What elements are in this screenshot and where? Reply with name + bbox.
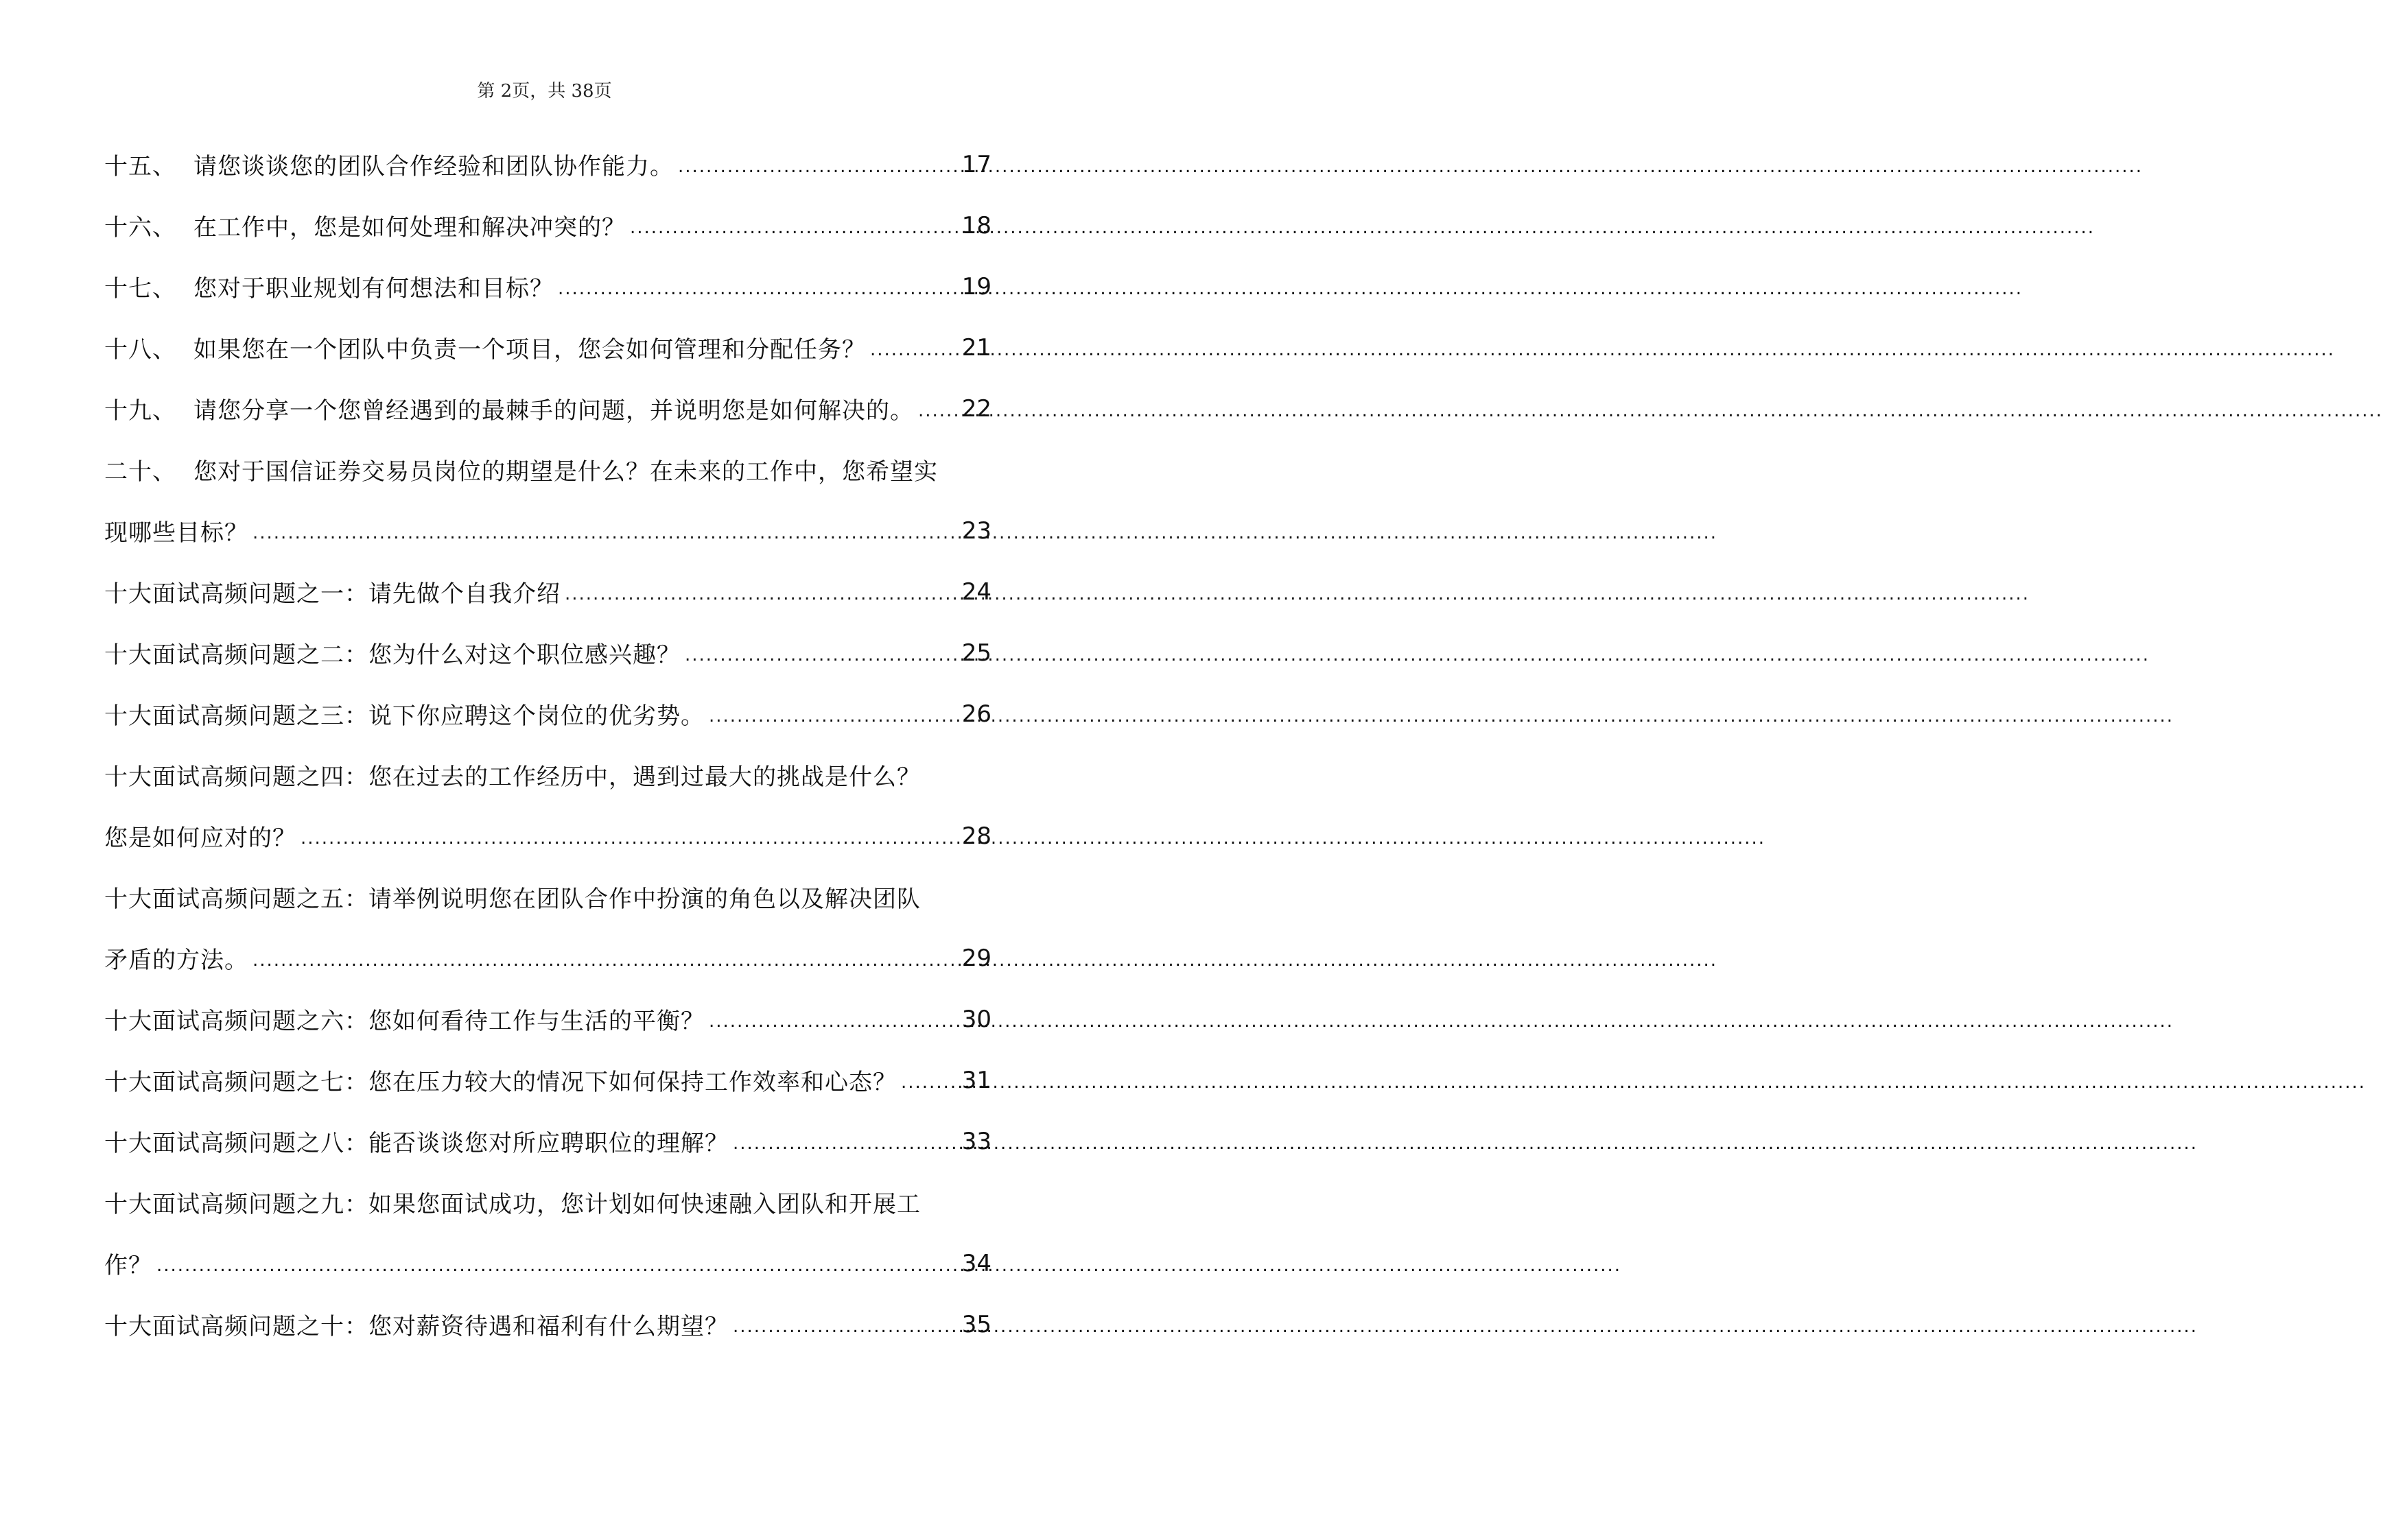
toc-leader-dots bbox=[733, 1311, 958, 1338]
toc-leader-dots bbox=[918, 395, 958, 423]
toc-entry-number: 二十、 bbox=[104, 458, 176, 486]
toc-entry-title: 十大面试高频问题之一：请先做个自我介绍 bbox=[104, 580, 561, 608]
toc-entry[interactable] bbox=[104, 317, 991, 378]
toc-entry[interactable] bbox=[104, 378, 991, 439]
toc-entry-title: 十大面试高频问题之十：您对薪资待遇和福利有什么期望？ bbox=[104, 1313, 729, 1340]
toc-entry-page: 35 bbox=[961, 1310, 991, 1338]
toc-entry-page: 25 bbox=[961, 639, 991, 667]
toc-entry-title: 在工作中，您是如何处理和解决冲突的？ bbox=[193, 214, 626, 241]
toc-entry[interactable] bbox=[104, 622, 991, 683]
page-indicator: 第 2页，共 38页 bbox=[477, 81, 612, 102]
toc-entry-title-continued: 现哪些目标？ bbox=[104, 519, 248, 547]
toc-entry-page: 21 bbox=[961, 333, 991, 362]
toc-entry-page: 34 bbox=[961, 1249, 991, 1277]
toc-entry[interactable] bbox=[104, 866, 991, 988]
toc-entry-title: 十大面试高频问题之六：您如何看待工作与生活的平衡？ bbox=[104, 1008, 705, 1035]
toc-entry-page: 23 bbox=[961, 517, 991, 545]
toc-entry-page: 17 bbox=[961, 150, 991, 178]
toc-entry[interactable] bbox=[104, 439, 991, 561]
toc-leader-dots bbox=[709, 1006, 958, 1033]
toc-entry[interactable] bbox=[104, 988, 991, 1050]
toc-leader-dots bbox=[870, 334, 958, 362]
toc-entry-page: 24 bbox=[961, 578, 991, 606]
toc-leader-dots bbox=[630, 212, 958, 239]
toc-entry-title: 十大面试高频问题之四：您在过去的工作经历中，遇到过最大的挑战是什么？ bbox=[104, 763, 921, 791]
toc-leader-dots bbox=[678, 151, 958, 178]
toc-entry-number: 十五、 bbox=[104, 153, 176, 180]
toc-leader-dots bbox=[709, 700, 958, 728]
toc-entry-number: 十六、 bbox=[104, 214, 176, 241]
toc-entry-page: 30 bbox=[961, 1005, 991, 1033]
toc-leader-dots bbox=[253, 517, 958, 545]
toc-leader-dots bbox=[733, 1128, 958, 1155]
toc-entry-title: 请您谈谈您的团队合作经验和团队协作能力。 bbox=[193, 153, 674, 180]
toc-entry[interactable] bbox=[104, 683, 991, 744]
toc-leader-dots bbox=[685, 639, 958, 667]
toc-entry-page: 19 bbox=[961, 272, 991, 300]
toc-entry[interactable] bbox=[104, 744, 991, 866]
toc-entry-page: 18 bbox=[961, 211, 991, 239]
toc-entry-page: 28 bbox=[961, 822, 991, 850]
toc-entry-title: 十大面试高频问题之八：能否谈谈您对所应聘职位的理解？ bbox=[104, 1130, 729, 1157]
toc-leader-dots bbox=[301, 822, 958, 850]
toc-entry-title: 十大面试高频问题之九：如果您面试成功，您计划如何快速融入团队和开展工 bbox=[104, 1191, 921, 1218]
toc-entry-number: 十九、 bbox=[104, 397, 176, 425]
toc-entry[interactable] bbox=[104, 561, 991, 622]
toc-entry-title: 十大面试高频问题之三：说下你应聘这个岗位的优劣势。 bbox=[104, 702, 705, 730]
toc-entry-number: 十八、 bbox=[104, 336, 176, 364]
toc-entry[interactable] bbox=[104, 1172, 991, 1294]
toc-leader-dots bbox=[565, 578, 958, 606]
toc-entry-title: 如果您在一个团队中负责一个项目，您会如何管理和分配任务？ bbox=[193, 336, 866, 364]
toc-entry-page: 22 bbox=[961, 394, 991, 423]
toc-entry-number: 十七、 bbox=[104, 275, 176, 303]
toc-entry-page: 33 bbox=[961, 1127, 991, 1155]
toc-entry[interactable] bbox=[104, 1050, 991, 1111]
toc-entry-page: 26 bbox=[961, 700, 991, 728]
toc-entry[interactable] bbox=[104, 134, 991, 195]
toc-leader-dots bbox=[253, 945, 958, 972]
toc-entry-title-continued: 您是如何应对的？ bbox=[104, 825, 296, 852]
toc-entry-title: 您对于国信证券交易员岗位的期望是什么？在未来的工作中，您希望实 bbox=[193, 458, 938, 486]
toc-leader-dots bbox=[901, 1067, 958, 1094]
toc-entry-title: 十大面试高频问题之七：您在压力较大的情况下如何保持工作效率和心态？ bbox=[104, 1069, 897, 1096]
toc-entry[interactable] bbox=[104, 1294, 991, 1355]
toc-entry-title-continued: 作？ bbox=[104, 1252, 152, 1279]
toc-entry-title: 您对于职业规划有何想法和目标？ bbox=[193, 275, 554, 303]
toc-entry-title: 请您分享一个您曾经遇到的最棘手的问题，并说明您是如何解决的。 bbox=[193, 397, 914, 425]
toc-entry[interactable] bbox=[104, 195, 991, 256]
toc-entry-title: 十大面试高频问题之二：您为什么对这个职位感兴趣？ bbox=[104, 641, 681, 669]
toc-leader-dots bbox=[558, 273, 958, 300]
toc-leader-dots bbox=[156, 1250, 958, 1277]
toc-entry-page: 29 bbox=[961, 944, 991, 972]
toc-entry-title: 十大面试高频问题之五：请举例说明您在团队合作中扮演的角色以及解决团队 bbox=[104, 886, 921, 913]
toc-entry[interactable] bbox=[104, 1111, 991, 1172]
table-of-contents bbox=[104, 134, 991, 1355]
toc-entry-page: 31 bbox=[961, 1066, 991, 1094]
toc-entry[interactable] bbox=[104, 256, 991, 317]
toc-entry-title-continued: 矛盾的方法。 bbox=[104, 947, 248, 974]
